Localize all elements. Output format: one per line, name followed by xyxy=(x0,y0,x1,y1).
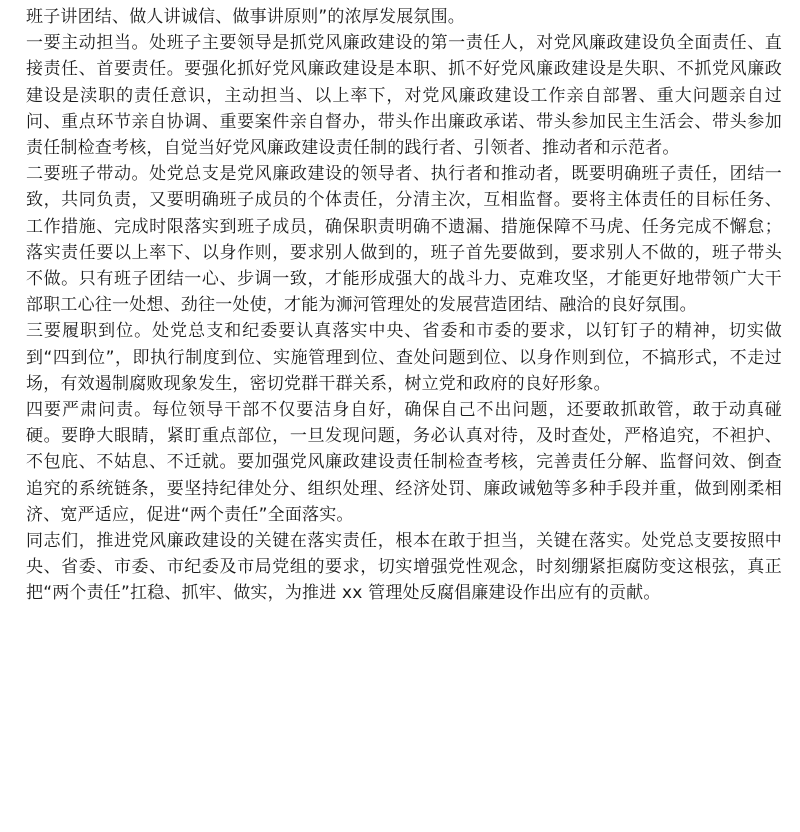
paragraph-conclusion: 同志们，推进党风廉政建设的关键在落实责任，根本在敢于担当，关键在落实。处党总支要按照中央、省委、市委、市纪委及市局党组的要求，切实增强党性观念，时刻绷紧拒腐防变这根弦，真正把“两个责任”扛稳、抓牢、做实，为推进 xx 管理处反腐倡廉建设作出应有的贡献。 xyxy=(26,531,782,604)
paragraph-accountability: 四要严肃问责。每位领导干部不仅要洁身自好，确保自己不出问题，还要敢抓敢管，敢于动真碰硬。要睁大眼睛，紧盯重点部位，一旦发现问题，务必认真对待，及时查处，严格追究，不袒护、不包庇、不姑息、不迁就。要加强党风廉政建设责任制检查考核，完善责任分解、监督问效、倒查追究的系统链条，要坚持纪律处分、组织处理、经济处罚、廉政诫勉等多种手段并重，做到刚柔相济、宽严适应，促进“两个责任”全面落实。 xyxy=(26,400,782,525)
paragraph-active-responsibility: 一要主动担当。处班子主要领导是抓党风廉政建设的第一责任人，对党风廉政建设负全面责任、直接责任、首要责任。要强化抓好党风廉政建设是本职、抓不好党风廉政建设是失职、不抓党风廉政建设是渎职的责任意识，主动担当、以上率下，对党风廉政建设工作亲自部署、重大问题亲自过问、重点环节亲自协调、重要案件亲自督办，带头作出廉政承诺、带头参加民主生活会、带头参加责任制检查考核，自觉当好党风廉政建设责任制的践行者、引领者、推动者和示范者。 xyxy=(26,33,782,159)
paragraph-duty-fulfillment: 三要履职到位。处党总支和纪委要认真落实中央、省委和市委的要求，以钉钉子的精神，切实做到“四到位”，即执行制度到位、实施管理到位、查处问题到位、以身作则到位，不搞形式，不走过场，有效遏制腐败现象发生，密切党群干群关系，树立党和政府的良好形象。 xyxy=(26,321,782,394)
paragraph-intro-continuation: 班子讲团结、做人讲诚信、做事讲原则”的浓厚发展氛围。 xyxy=(26,7,466,27)
paragraph-team-leadership: 二要班子带动。处党总支是党风廉政建设的领导者、执行者和推动者，既要明确班子责任，团结一致，共同负责，又要明确班子成员的个体责任，分清主次，互相监督。要将主体责任的目标任务、工作措施、完成时限落实到班子成员，确保职责明确不遗漏、措施保障不马虎、任务完成不懈怠；落实责任要以上率下、以身作则，要求别人做到的，班子首先要做到，要求别人不做的，班子带头不做。只有班子团结一心、步调一致，才能形成强大的战斗力、克难攻坚，才能更好地带领广大干部职工心往一处想、劲往一处使，才能为浉河管理处的发展营造团结、融洽的良好氛围。 xyxy=(26,164,782,316)
document-body xyxy=(26,4,782,607)
